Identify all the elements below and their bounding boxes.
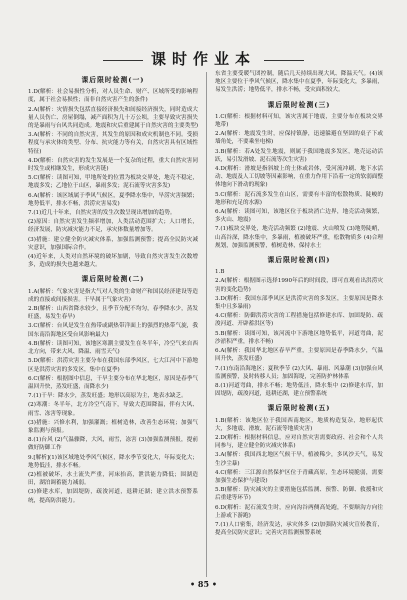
answer-paragraph: 7.(1)板块交界处，地壳活动频繁 (2)地震、火山喷发 (3)地势陡峭，山高谷深，降水集中，多暴雨，植被破坏严重，松散物质多 (4)合理规划，加强监测预警，植树造林，保持水土 (215, 226, 383, 249)
answer-paragraph: 5.C(解析：读图可知，甲地所处的位置为板块交界处，地壳不稳定，地震多发；乙地位于山区，暴雨多发；泥石流等灾害多发) (28, 175, 198, 190)
answer-paragraph: 3.A(解析：不同的自然灾害，其发生的原因和成灾机制也不同。受损程度与承灾体的类型、分布、抗灾能力等有关，自然灾害具有区域性特征) (28, 132, 198, 155)
answer-paragraph: (2)原因：自然灾害发生频率增加，人类活动范围扩大；人口增长，经济发展，防灾减灾能力不足，承灾体数量增加等。 (28, 219, 198, 234)
answer-paragraph: 6.A(解析：该区域属于季风气候区，夏季降水集中，旱涝灾害频繁；地势低平，排水不畅，洪涝灾害易发) (28, 192, 198, 207)
answer-paragraph: 2.D(解析：根据材料信息，应对自然灾害需要政府、社会和个人共同参与，建立健全防灾减灾体系) (215, 434, 383, 450)
answer-paragraph: 3.B(解析：若A处发生地震，则属于我国地震多发区，地壳运动活跃，易引发滑坡、泥石流等次生灾害) (215, 148, 383, 163)
answer-paragraph: 4.D(解析：滑坡是指斜坡上的土体或岩体，受河流冲刷、地下水活动、地震及人工切坡等因素影响，在重力作用下沿着一定的软弱面整体地向下滑动的现象) (215, 166, 383, 189)
answer-paragraph: 7.(1)干旱：降水少，蒸发旺盛；地形以高原为主，地表水缺乏。 (28, 393, 187, 400)
answer-paragraph: 7.(1)近几十年来，自然灾害的发生次数呈现出增加的趋势。 (28, 210, 176, 217)
answer-paragraph: (3)措施：建立健全防灾减灾体系，加强监测预警；提高全民防灾减灾意识，加强国际合作。 (28, 236, 198, 251)
section-heading: 课后限时检测(四) (267, 256, 331, 265)
answer-paragraph: 1.C(解析：根据材料可知，该灾害属于地震，主要分布在板块交界地带) (215, 113, 383, 129)
answer-paragraph: (2)植被破坏，水土流失严重，河床抬高，泄洪能力降低；围湖造田，湖泊调蓄能力减弱。 (28, 471, 198, 487)
page-title: 课时作业本 (0, 48, 407, 69)
section-heading: 课后限时检测(三) (267, 100, 331, 109)
answer-paragraph: (4)近年来，人类对自然环境的破坏加剧，导致自然灾害发生次数增多，造成的损失也越来越大。 (28, 254, 198, 269)
answer-paragraph: 8.(1)台风 (2)气温骤降，大风，雨雪，冻害 (3)加强监测预报，提前做好防御工作 (28, 437, 198, 452)
answer-paragraph: 3.D(解析：我国东部季风区是洪涝灾害的多发区，主要原因是降水集中且多暴雨) (215, 295, 383, 311)
answer-paragraph: 3.A(解析：我国西北地区气候干旱，植被稀少，多风沙天气，易发生沙尘暴) (215, 452, 383, 467)
right-column (215, 70, 383, 538)
section-heading: 课后限时检测(二) (81, 275, 145, 284)
answer-paragraph: 5.B(解析：防灾减灾的主要措施包括监测、预警、防御、救援和灾后重建等环节) (215, 487, 383, 502)
answer-paragraph: 7.(1)人口密集，经济发达，承灾体多 (2)加强防灾减灾宣传教育，提高全民防灾意识；完善灾害监测预警系统 (215, 521, 383, 537)
answer-paragraph: 2.B(解析：山西省降水较少，且季节分配不均匀，春季降水少，蒸发旺盛，易发生春旱) (28, 306, 198, 321)
answer-paragraph: 1.A(解析：气象灾害是指大气对人类的生命财产和国民经济建设等造成的直接或间接损害。干旱属于气象灾害) (28, 288, 198, 303)
answer-paragraph: (2)寒潮：冬半年，北方冷空气南下，导致大范围降温，伴有大风、雨雪、冻害等现象。 (28, 402, 198, 417)
left-column (28, 70, 198, 506)
answer-paragraph: 6.A(解析：读图可知，该地区位于板块消亡边界，地壳活动频繁，多火山、地震) (215, 209, 383, 224)
answer-paragraph: 4.B(解析：读图可知，该地区寒潮主要发生在冬半年，冷空气来自西北方向，带来大风、降温、雨雪天气) (28, 340, 198, 356)
answer-paragraph: 2.A(解析：灾情损失包括直接经济损失和间接经济损失，同时造成大量人员伤亡、房屋倒塌，减产面积为几十万公顷，主要导致灾害损失的是暴雨与台风共同造成。地震和灾后重建属于自然灾害的主要类型) (28, 106, 198, 130)
answer-paragraph: 5.D(解析：洪涝灾害主要分布在我国东部季风区，七大江河中下游地区是洪涝灾害的多发区，集中在夏季) (28, 358, 198, 373)
answer-paragraph: 1.D(解析：社会易损性分析，对人员生命、财产、区域所受的影响程度，属于社会易损性；而非自然灾害产生的条件) (28, 89, 198, 104)
answer-paragraph: 3.C(解析：台风是发生在热带或副热带洋面上的强烈的热带气旋，我国东南沿海地区受台风影响最大) (28, 323, 198, 338)
answer-paragraph: 1.B(解析：该地区位于我国西南地区，地质构造复杂，地形起伏大，多地震、滑坡、泥石流等地质灾害) (215, 417, 383, 432)
answer-paragraph: 2.A(解析：地震发生时，应保持镇静，迅速躲避在坚固的桌子下或墙角处，不要乘坐电梯) (215, 131, 383, 146)
answer-paragraph: 4.D(解析：自然灾害的发生发展是一个复杂的过程，重大自然灾害同时发生或相继发生，形成灾害链) (28, 157, 198, 173)
answer-paragraph: 东省主要受暖气团控制，随后几天持续出现大风、降温天气。(4)该地区主要位于季风气候区，降水集中在夏季，年际变化大，多暴雨，易发生洪涝；地势低平，排水不畅，受灾面积较大。 (215, 71, 383, 94)
column-divider (206, 72, 207, 577)
answer-paragraph: 6.A(解析：我国华北地区春旱严重，主要原因是春季降水少，气温回升快，蒸发旺盛) (215, 348, 383, 363)
answer-paragraph: 8.(1)河道弯曲，排水不畅；地势低洼，降水集中 (2)修建水库，加固堤防，疏浚河道，退耕还湖，建立预警系统 (215, 382, 383, 398)
answer-paragraph: 6.D(解析：泥石流发生时，应向沟谷两侧高处跑，不要顺沟方向往上游或下游跑) (215, 504, 383, 519)
answer-paragraph: (3)措施：兴修水利，加强灌溉；植树造林，改善生态环境；加强气象监测与预报。 (28, 419, 198, 434)
answer-paragraph: 4.C(解析：三江源自然保护区位于青藏高原，生态环境脆弱，需要加强生态保护与建设) (215, 469, 383, 484)
answer-paragraph: 2.A(解析：根据图示选择1990年后的时间段，即可直观看出洪涝灾害的变化趋势) (215, 278, 383, 293)
section-heading: 课后限时检测(五) (267, 404, 331, 413)
section-heading: 课后限时检测(一) (81, 76, 145, 84)
answer-paragraph: 4.C(解析：防御洪涝灾害的工程措施包括修建水库、加固堤防、疏浚河道、开辟蓄洪区等) (215, 313, 383, 328)
answer-paragraph: 7.(1)东南沿海地区；夏秋季节 (2)大风、暴雨、风暴潮 (3)加强台风监测预警，及时转移人员；加固海堤，完善防护林体系 (215, 365, 383, 380)
answer-paragraph: (3)修建水库，加固堤防，疏浚河道，退耕还湖；建立洪水预警系统，提高防洪能力。 (28, 489, 198, 504)
page-number: • 85 • (190, 579, 217, 589)
answer-paragraph: 9.[解析](1)该区域地处季风气候区，降水季节变化大，年际变化大；地势低洼，排水不畅。 (28, 454, 198, 469)
answer-paragraph: 5.C(解析：泥石流多发生在山区，需要有丰富的松散物质、陡峻的地形和充足的水源) (215, 191, 383, 206)
answer-paragraph: 1.B (215, 269, 225, 276)
answer-paragraph: 6.C(解析：根据图中信息，干旱主要分布在华北地区，原因是春季气温回升快，蒸发旺盛，而降水少) (28, 375, 198, 390)
answer-paragraph: 5.B(解析：读图可知，该河流中下游地区地势低平，河道弯曲，泥沙淤积严重，排水不畅) (215, 330, 383, 345)
